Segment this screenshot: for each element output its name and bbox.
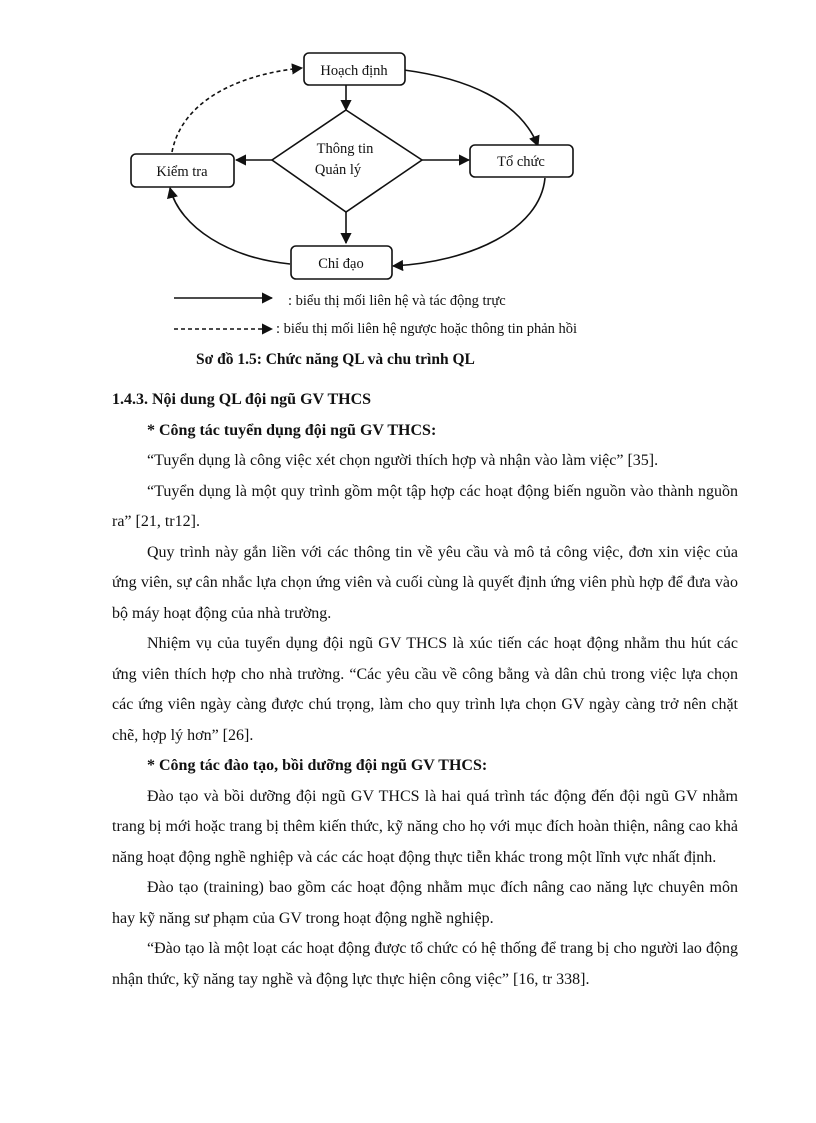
diagram-caption: Sơ đồ 1.5: Chức năng QL và chu trình QL bbox=[196, 351, 475, 368]
paragraph: “Tuyển dụng là công việc xét chọn người thích hợp và nhận vào làm việc” [35]. bbox=[147, 452, 659, 469]
paragraph: “Tuyển dụng là một quy trình gồm một tập hợp các hoạt động biến nguồn vào thành nguồn ra” [21, tr12]. bbox=[112, 482, 738, 530]
arrow-controlling-to-planning-feedback bbox=[172, 68, 302, 152]
paragraph: Đào tạo (training) bao gồm các hoạt động nhằm mục đích nâng cao năng lực chuyên môn hay kỹ năng sư phạm của GV trong hoạt động nghề nghiệp. bbox=[112, 879, 738, 927]
node-organizing bbox=[470, 145, 573, 177]
node-planning-label: Hoạch định bbox=[320, 63, 388, 79]
node-info-label-line1: Thông tin bbox=[316, 141, 374, 157]
node-info-label-line2: Quản lý bbox=[314, 162, 362, 178]
legend-dashed-text: : biểu thị mối liên hệ ngược hoặc thông tin phản hồi bbox=[276, 321, 578, 337]
arrow-directing-to-controlling bbox=[170, 188, 290, 264]
arrow-organizing-to-directing bbox=[393, 178, 545, 266]
node-directing-label: Chỉ đạo bbox=[318, 256, 364, 272]
node-directing bbox=[291, 246, 392, 279]
paragraph: Đào tạo và bồi dưỡng đội ngũ GV THCS là hai quá trình tác động đến đội ngũ GV nhằm trang bị mới hoặc trang bị thêm kiến thức, kỹ năng cho họ với mục đích hoàn thiện, nâng cao khả năng hoạt động nghề nghiệp và các các hoạt động thực tiễn khác trong một lĩnh vực nhất định. bbox=[112, 787, 738, 866]
document-body bbox=[112, 385, 738, 995]
subheading-training: * Công tác đào tạo, bồi dưỡng đội ngũ GV THCS: bbox=[147, 757, 488, 774]
node-controlling-label: Kiểm tra bbox=[156, 164, 208, 180]
subheading-recruitment: * Công tác tuyển dụng đội ngũ GV THCS: bbox=[147, 421, 437, 439]
paragraph: Quy trình này gắn liền với các thông tin về yêu cầu và mô tả công việc, đơn xin việc của ứng viên, sự cân nhắc lựa chọn ứng viên và cuối cùng là quyết định ứng viên phù hợp để đưa vào bộ máy hoạt động của nhà trường. bbox=[112, 543, 738, 622]
node-planning bbox=[304, 53, 405, 85]
section-heading: 1.4.3. Nội dung QL đội ngũ GV THCS bbox=[112, 391, 372, 408]
legend-solid-text: : biểu thị mối liên hệ và tác động trực bbox=[288, 293, 506, 309]
paragraph: Nhiệm vụ của tuyển dụng đội ngũ GV THCS là xúc tiến các hoạt động nhằm thu hút các ứng viên thích hợp cho nhà trường. “Các yêu cầu về công bằng và dân chủ trong việc lựa chọn các ứng viên ngày càng được chú trọng, làm cho quy trình lựa chọn GV ngày càng trở nên chặt chẽ, hợp lý hơn” [26]. bbox=[112, 635, 738, 744]
node-management-information bbox=[272, 110, 422, 212]
node-organizing-label: Tổ chức bbox=[497, 154, 545, 170]
node-controlling bbox=[131, 154, 234, 187]
arrow-planning-to-organizing bbox=[404, 70, 538, 146]
paragraph: “Đào tạo là một loạt các hoạt động được tổ chức có hệ thống để trang bị cho người lao động nhận thức, kỹ năng tay nghề và động lực thực hiện công việc” [16, tr 338]. bbox=[112, 940, 738, 988]
